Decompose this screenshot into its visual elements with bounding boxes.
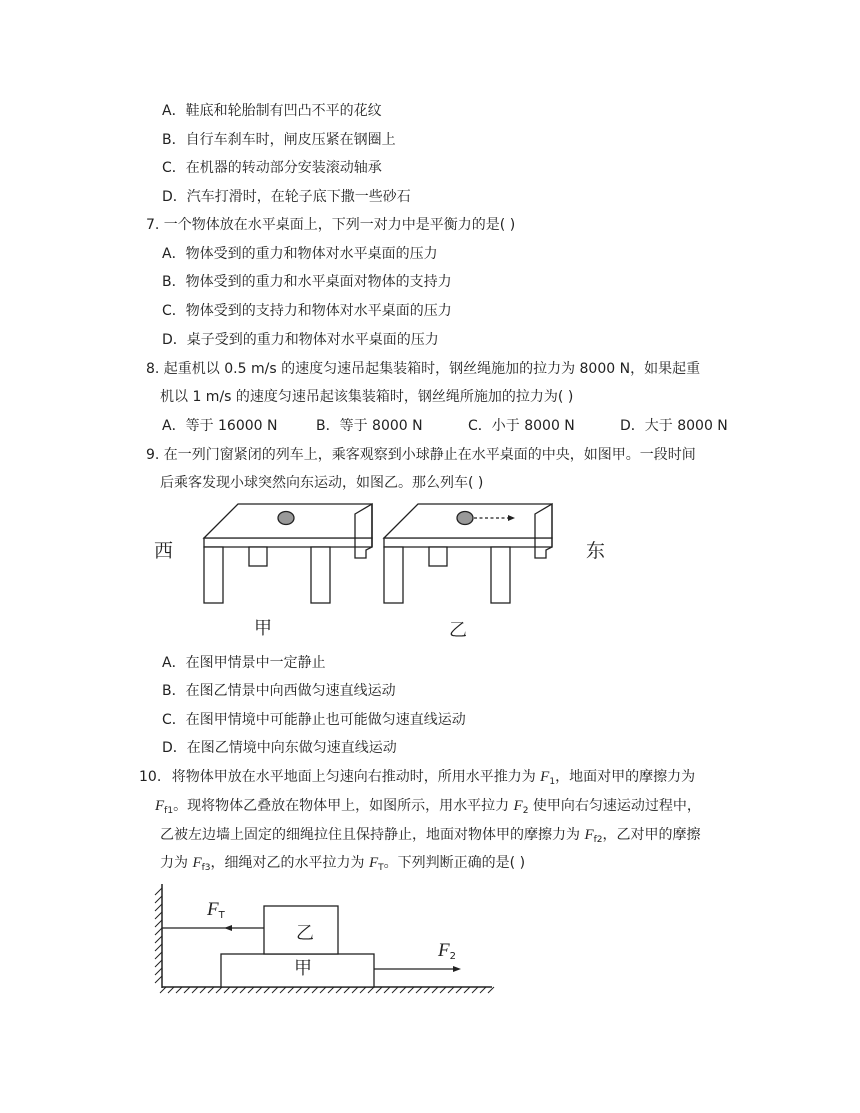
- table-b-leg-back: [429, 547, 447, 566]
- ball-a: [278, 512, 294, 525]
- q9-option-a: A．在图甲情景中一定静止: [162, 655, 326, 671]
- q10-line3: 乙被左边墙上固定的细绳拉住且保持静止，地面对物体甲的摩擦力为 $F_{f2}$，乙对甲的摩擦: [160, 827, 701, 845]
- q9-option-b: B．在图乙情景中向西做匀速直线运动: [162, 683, 396, 699]
- block-jia-label: 甲: [294, 958, 312, 979]
- figure-label-a: 甲: [254, 618, 272, 639]
- block-yi-label: 乙: [296, 923, 314, 944]
- table-a-leg-right: [311, 547, 330, 603]
- q9-stem-line1: 9. 在一列门窗紧闭的列车上，乘客观察到小球静止在水平桌面的中央，如图甲。一段时间: [146, 447, 696, 463]
- table-a-leg-back: [249, 547, 267, 566]
- table-a-front-edge: [204, 538, 372, 547]
- q6-option-c: C．在机器的转动部分安装滚动轴承: [162, 160, 382, 176]
- q8-option-b: B．等于 8000 N: [316, 418, 423, 434]
- q8-stem-line1: 8. 起重机以 0.5 m/s 的速度匀速吊起集装箱时，钢丝绳施加的拉力为 8000 N，如果起重: [146, 361, 701, 377]
- label-west: 西: [154, 540, 174, 562]
- label-east: 东: [586, 540, 606, 562]
- wall-hatching: [155, 888, 162, 983]
- q10-line4: 力为 $F_{f3}$，细绳对乙的水平拉力为 $F_T$。下列判断正确的是( ): [160, 855, 526, 873]
- q7-option-b: B．物体受到的重力和水平桌面对物体的支持力: [162, 274, 452, 290]
- q9-option-d: D．在图乙情境中向东做匀速直线运动: [162, 740, 397, 756]
- figure-label-b: 乙: [449, 620, 467, 641]
- q8-option-a: A．等于 16000 N: [162, 418, 278, 434]
- q10-line2: $F_{f1}$。现将物体乙叠放在物体甲上，如图所示，用水平拉力 $F_2$ 使甲向右匀速运动过程中，: [155, 798, 701, 816]
- q6-option-a: A．鞋底和轮胎制有凹凸不平的花纹: [162, 103, 382, 119]
- pull-force-label: $F_2$: [438, 940, 456, 962]
- q9-option-c: C．在图甲情境中可能静止也可能做匀速直线运动: [162, 712, 466, 728]
- q10-number: 10.: [139, 769, 162, 785]
- q10-line1: 10. 将物体甲放在水平地面上匀速向右推动时，所用水平推力为 $F_1$，地面对甲的摩擦力为: [139, 769, 696, 787]
- rope-force-label: $F_T$: [207, 899, 225, 921]
- ground-hatching: [160, 987, 494, 993]
- q8-stem-line2: 机以 1 m/s 的速度匀速吊起该集装箱时，钢丝绳所施加的拉力为( ): [160, 389, 574, 405]
- q9-figure-tables: [150, 498, 620, 648]
- q7-stem: 7. 一个物体放在水平桌面上，下列一对力中是平衡力的是( ): [146, 217, 516, 233]
- rope-arrow-head: [224, 925, 232, 931]
- q9-stem-line2: 后乘客发现小球突然向东运动，如图乙。那么列车( ): [160, 475, 484, 491]
- q6-option-d: D．汽车打滑时，在轮子底下撒一些砂石: [162, 189, 411, 205]
- q8-option-c: C．小于 8000 N: [468, 418, 575, 434]
- q7-option-a: A．物体受到的重力和物体对水平桌面的压力: [162, 246, 438, 262]
- q6-option-b: B．自行车刹车时，闸皮压紧在钢圈上: [162, 132, 396, 148]
- q8-option-d: D．大于 8000 N: [620, 418, 728, 434]
- table-b-leg-left: [384, 547, 403, 603]
- ball-b: [457, 512, 473, 525]
- table-a-leg-left: [204, 547, 223, 603]
- table-b-leg-right: [491, 547, 510, 603]
- q7-option-c: C．物体受到的支持力和物体对水平桌面的压力: [162, 303, 452, 319]
- table-b-front-edge: [384, 538, 552, 547]
- q7-option-d: D．桌子受到的重力和物体对水平桌面的压力: [162, 332, 439, 348]
